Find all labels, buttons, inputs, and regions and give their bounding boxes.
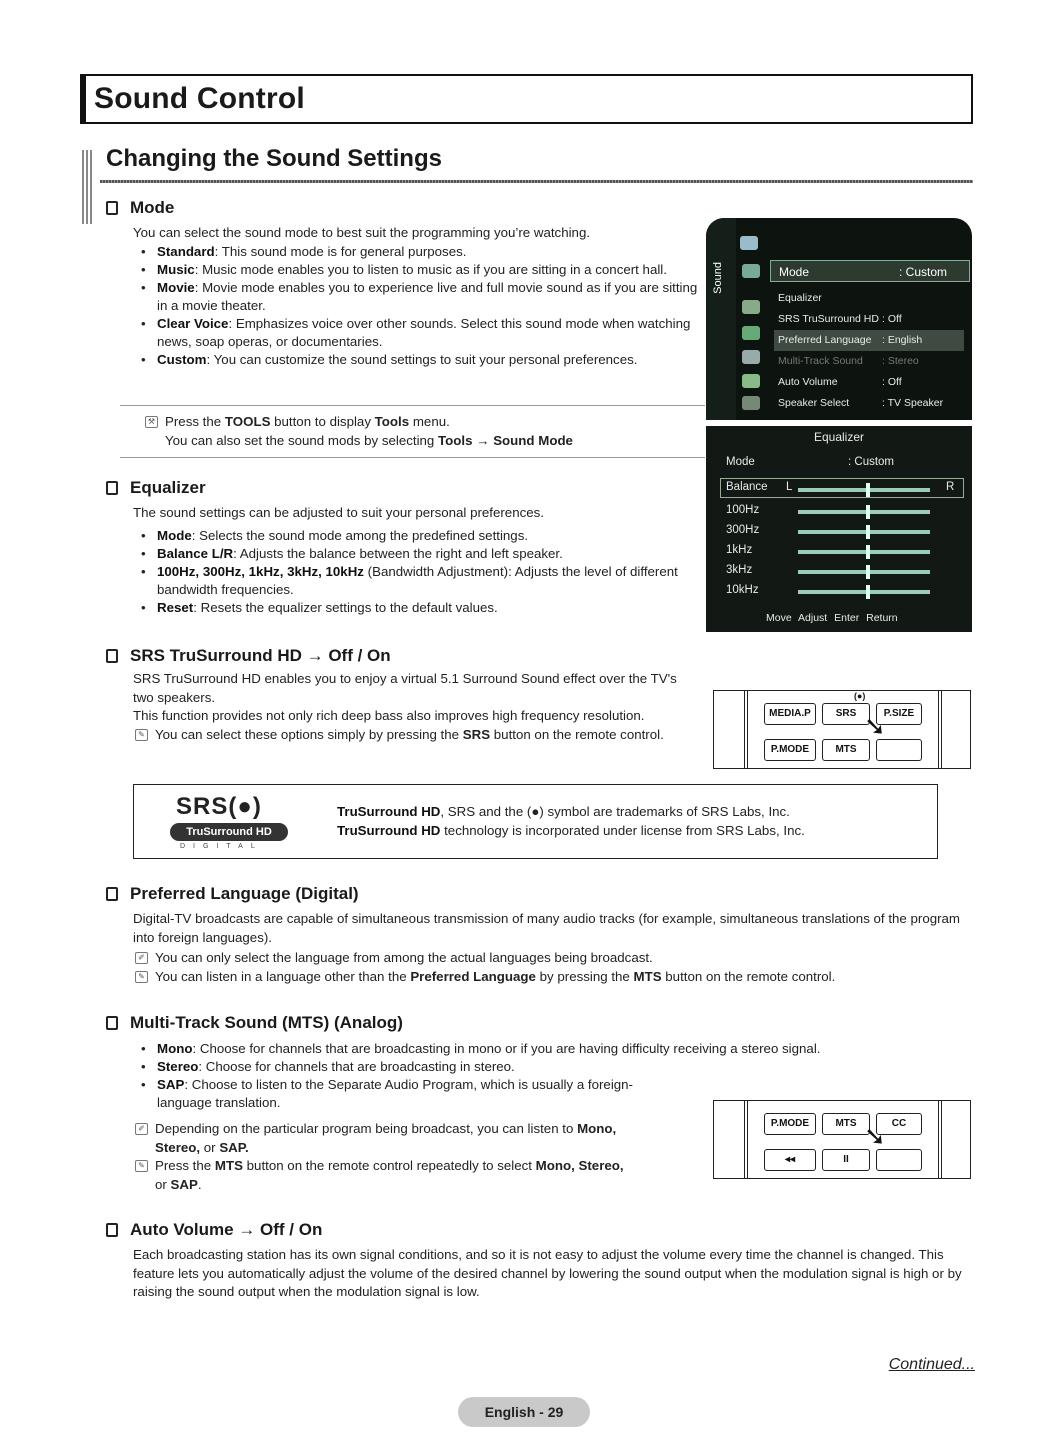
eq-mode-label: Mode [726,456,755,468]
band-slider [798,510,930,514]
continued-label: Continued... [888,1356,975,1373]
menu-sidebar [706,218,736,420]
pointer-arrow-icon: ➘ [864,711,886,741]
list-item: • Music: Music mode enables you to listen to music as if you are sitting in a concert hall. [133,261,703,279]
setup-icon [742,326,760,340]
pause-button: II [822,1149,870,1171]
remote-image-srs [713,690,971,769]
page-title: Sound Control [94,82,305,115]
note-icon: ✐ [135,952,148,964]
mts-note: ✐ Depending on the particular program being broadcast, you can listen to Mono, Stereo, or SAP. [133,1120,673,1157]
balance-slider [798,488,930,492]
equalizer-footer: Move Adjust Enter Return [766,612,898,624]
band-slider [798,590,930,594]
auto-volume-paragraph: Each broadcasting station has its own signal conditions, and so it is not easy to adjust the volume every time the channel is changed. This feature lets you automatically adjust the volume of the desired channel by lowering the sound output when the modulation signal is high or by raising the sound output when the modulation signal is low. [133,1247,962,1299]
checkbox-icon [106,201,118,215]
menu-item: Speaker Select : TV Speaker [778,397,944,409]
list-item: • Stereo: Choose for channels that are broadcasting in stereo. [133,1058,978,1076]
tools-note-2: You can also set the sound mods by selecting Tools → Sound Mode [165,432,573,448]
menu-item: SRS TruSurround HD : Off [778,313,902,325]
page-title-box [80,74,973,124]
list-item: • Reset: Resets the equalizer settings to the default values. [133,599,693,617]
srs-button: SRS [822,703,870,725]
band-label: 100Hz [726,504,760,516]
equalizer-intro: The sound settings can be adjusted to suit your personal preferences. [133,505,544,520]
slider-knob [866,525,870,539]
slider-knob [866,483,870,497]
mts-button: MTS [822,739,870,761]
srs-paragraph: SRS TruSurround HD enables you to enjoy a virtual 5.1 Surround Sound effect over the TV's two speakers. [133,671,677,705]
band-label: 300Hz [726,524,760,536]
remote-image-mts [713,1100,971,1179]
blank-button [876,739,922,761]
mts-button: MTS [822,1113,870,1135]
srs-paragraph: This function provides not only rich deep bass also improves high frequency resolution. [133,708,645,723]
band-slider [798,530,930,534]
note-icon: ✎ [135,971,148,983]
balance-label: Balance [726,481,768,493]
mts-bullets [133,1040,978,1076]
menu-item: Multi-Track Sound : Stereo [778,355,919,367]
menu-item: Equalizer [778,292,822,304]
checkbox-icon [106,481,118,495]
page-number: English - 29 [458,1397,590,1427]
preferred-note: ✎ You can listen in a language other than the Preferred Language by pressing the MTS button on the remote control. [133,968,978,987]
mts-bullets-2 [133,1076,633,1112]
preferred-note: ✐ You can only select the language from among the actual languages being broadcast. [133,949,978,968]
sound-icon [742,264,760,278]
preferred-paragraph: Digital-TV broadcasts are capable of simultaneous transmission of many audio tracks (for example, simultaneous translations of the program into foreign languages). [133,911,961,945]
note-rule-top [120,405,705,406]
srs-body [133,670,693,744]
slider-knob [866,545,870,559]
equalizer-body [133,504,693,617]
equalizer-heading: Equalizer [106,478,206,498]
band-label: 3kHz [726,564,753,576]
rewind-button: ◂◂ [764,1149,816,1171]
mts-notes [133,1120,673,1194]
mode-body [133,224,703,369]
tools-note: ⚒ Press the TOOLS button to display Tools menu. [143,413,703,432]
list-item: • Mode: Selects the sound mode among the predefined settings. [133,527,693,545]
preferred-body [133,910,978,986]
band-slider [798,550,930,554]
menu-item-mode: Mode : Custom [770,260,970,282]
note-rule-bottom [120,457,705,458]
balance-right: R [946,481,955,493]
section-rule [100,180,973,183]
note-icon: ✎ [135,1160,148,1172]
list-item: • Movie: Movie mode enables you to experience live and full movie sound as if you are sitting in a movie theater. [133,279,703,315]
channel-icon [742,300,760,314]
band-slider [798,570,930,574]
list-item: • 100Hz, 300Hz, 1kHz, 3kHz, 10kHz (Bandwidth Adjustment): Adjusts the level of different bandwidth frequencies. [133,563,693,599]
slider-knob [866,585,870,599]
checkbox-icon [106,1223,118,1237]
auto-volume-heading: Auto Volume → Off / On [106,1220,322,1240]
list-item: • SAP: Choose to listen to the Separate Audio Program, which is usually a foreign-language translation. [133,1076,633,1112]
picture-icon [740,236,758,250]
list-item: • Standard: This sound mode is for general purposes. [133,243,703,261]
list-item: • Mono: Choose for channels that are broadcasting in mono or if you are having difficulty receiving a stereo signal. [133,1040,978,1058]
trademark-line: TruSurround HD technology is incorporated under license from SRS Labs, Inc. [337,823,805,838]
application-icon [742,374,760,388]
p-mode-button: P.MODE [764,739,816,761]
menu-item: Auto Volume : Off [778,376,902,388]
srs-logo: SRS(●) TruSurround HD DIGITAL [170,793,288,849]
menu-item: Preferred Language : English [774,330,964,351]
srs-symbol: (●) [854,691,866,701]
srs-trademark-box [133,784,938,859]
srs-heading: SRS TruSurround HD → Off / On [106,646,391,666]
list-item: • Custom: You can customize the sound settings to suit your personal preferences. [133,351,703,369]
input-icon [742,350,760,364]
section-title: Changing the Sound Settings [106,145,442,172]
balance-left: L [786,481,793,493]
band-label: 10kHz [726,584,759,596]
equalizer-screenshot [706,426,972,632]
checkbox-icon [106,1016,118,1030]
support-icon [742,396,760,410]
note-icon: ✎ [135,729,148,741]
preferred-language-heading: Preferred Language (Digital) [106,884,359,904]
p-mode-button: P.MODE [764,1113,816,1135]
mode-heading: Mode [106,198,174,218]
sound-menu-screenshot [706,218,972,420]
slider-knob [866,565,870,579]
eq-mode-value: : Custom [848,456,895,468]
pointer-arrow-icon: ➘ [864,1121,886,1151]
srs-note: ✎ You can select these options simply by pressing the SRS button on the remote control. [133,726,693,745]
note-icon: ✐ [135,1123,148,1135]
mts-note: ✎ Press the MTS button on the remote control repeatedly to select Mono, Stereo, or SAP. [133,1157,673,1194]
checkbox-icon [106,887,118,901]
tools-icon: ⚒ [145,416,158,428]
mode-notes [143,413,703,450]
slider-knob [866,505,870,519]
band-label: 1kHz [726,544,753,556]
list-item: • Balance L/R: Adjusts the balance between the right and left speaker. [133,545,693,563]
mode-intro: You can select the sound mode to best suit the programming you’re watching. [133,225,591,240]
cc-button: CC [876,1113,922,1135]
checkbox-icon [106,649,118,663]
p-size-button: P.SIZE [876,703,922,725]
sound-menu-label: Sound [712,262,724,294]
equalizer-title: Equalizer [813,430,865,444]
trademark-line: TruSurround HD, SRS and the (●) symbol are trademarks of SRS Labs, Inc. [337,804,790,819]
mts-heading: Multi-Track Sound (MTS) (Analog) [106,1013,403,1033]
section-marker [82,150,92,224]
list-item: • Clear Voice: Emphasizes voice over other sounds. Select this sound mode when watching news, soap operas, or documentaries. [133,315,703,351]
blank-button [876,1149,922,1171]
media-p-button: MEDIA.P [764,703,816,725]
